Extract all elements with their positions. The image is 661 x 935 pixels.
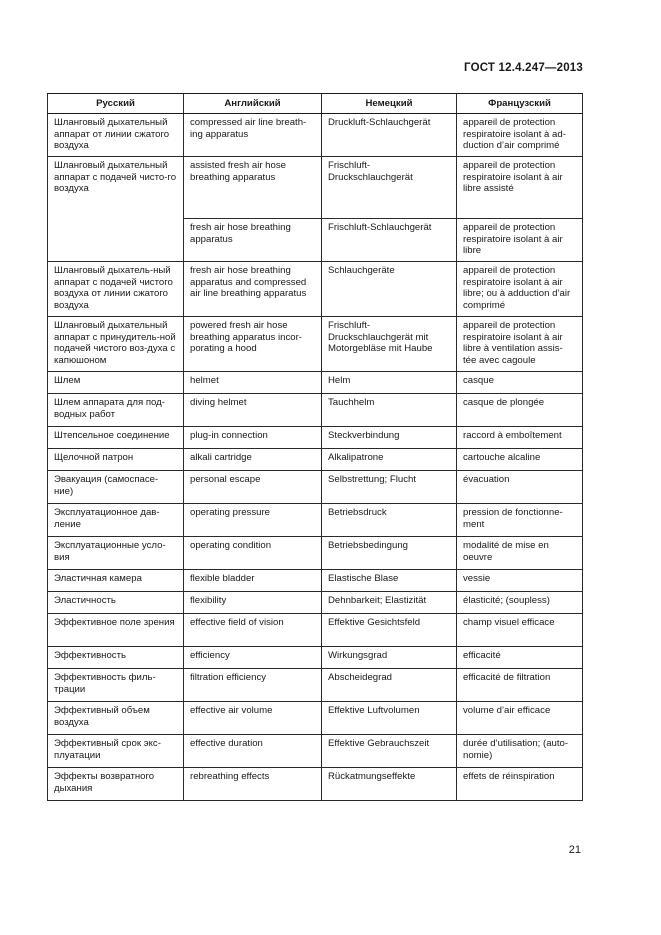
cell-russian: Шланговый дыхатель-ный аппарат с подачей чистого воздуха от линии сжатого воздуха bbox=[48, 262, 184, 317]
cell-french: appareil de protection respiratoire isolant à ad-duction d’air comprimé bbox=[457, 114, 583, 157]
table-row bbox=[48, 449, 583, 471]
cell-french: appareil de protection respiratoire isolant à air libre assisté bbox=[457, 157, 583, 219]
table-row bbox=[48, 394, 583, 427]
table-row bbox=[48, 317, 583, 372]
cell-english: powered fresh air hose breathing apparatus incor-porating a hood bbox=[184, 317, 322, 372]
table-row bbox=[48, 537, 583, 570]
cell-english: compressed air line breath-ing apparatus bbox=[184, 114, 322, 157]
cell-russian: Эффективность филь-трации bbox=[48, 669, 184, 702]
cell-russian: Эффективный объем воздуха bbox=[48, 702, 184, 735]
cell-french: appareil de protection respiratoire isolant à air libre à ventilation assis-tée avec cagoule bbox=[457, 317, 583, 372]
cell-german: Selbstrettung; Flucht bbox=[322, 471, 457, 504]
cell-russian: Эффективное поле зрения bbox=[48, 614, 184, 647]
cell-english: effective duration bbox=[184, 735, 322, 768]
cell-german: Betriebsdruck bbox=[322, 504, 457, 537]
cell-russian: Эффективность bbox=[48, 647, 184, 669]
cell-german: Steckverbindung bbox=[322, 427, 457, 449]
cell-english: operating condition bbox=[184, 537, 322, 570]
cell-english: effective field of vision bbox=[184, 614, 322, 647]
cell-russian: Эластичная камера bbox=[48, 570, 184, 592]
cell-german: Effektive Gesichtsfeld bbox=[322, 614, 457, 647]
cell-german: Druckluft-Schlauchgerät bbox=[322, 114, 457, 157]
column-header-french: Французский bbox=[457, 94, 583, 114]
cell-german: Frischluft-Schlauchgerät bbox=[322, 219, 457, 262]
cell-german: Betriebsbedingung bbox=[322, 537, 457, 570]
cell-russian: Шланговый дыхательный аппарат с подачей чисто-го воздуха bbox=[48, 157, 184, 262]
cell-german: Wirkungsgrad bbox=[322, 647, 457, 669]
cell-russian: Эластичность bbox=[48, 592, 184, 614]
table-row bbox=[48, 427, 583, 449]
cell-english: personal escape bbox=[184, 471, 322, 504]
cell-french: volume d’air efficace bbox=[457, 702, 583, 735]
cell-french: durée d’utilisation; (auto-nomie) bbox=[457, 735, 583, 768]
cell-french: raccord à emboîtement bbox=[457, 427, 583, 449]
cell-english: diving helmet bbox=[184, 394, 322, 427]
cell-russian: Шлем аппарата для под-водных работ bbox=[48, 394, 184, 427]
table-row bbox=[48, 471, 583, 504]
cell-english: assisted fresh air hose breathing apparatus bbox=[184, 157, 322, 219]
document-code: ГОСТ 12.4.247—2013 bbox=[464, 62, 583, 74]
cell-french: effets de réinspiration bbox=[457, 768, 583, 801]
cell-english: rebreathing effects bbox=[184, 768, 322, 801]
table-row bbox=[48, 592, 583, 614]
cell-german: Helm bbox=[322, 372, 457, 394]
table-row bbox=[48, 614, 583, 647]
cell-french: élasticité; (soupless) bbox=[457, 592, 583, 614]
cell-english: alkali cartridge bbox=[184, 449, 322, 471]
column-header-russian: Русский bbox=[48, 94, 184, 114]
cell-german: Frischluft-Druckschlauchgerät mit Motorgebläse mit Haube bbox=[322, 317, 457, 372]
cell-russian: Эксплуатационное дав-ление bbox=[48, 504, 184, 537]
table-row bbox=[48, 570, 583, 592]
table-row bbox=[48, 768, 583, 801]
cell-russian: Шланговый дыхательный аппарат от линии сжатого воздуха bbox=[48, 114, 184, 157]
cell-french: pression de fonctionne-ment bbox=[457, 504, 583, 537]
cell-russian: Эвакуация (самоспасе-ние) bbox=[48, 471, 184, 504]
cell-english: plug-in connection bbox=[184, 427, 322, 449]
cell-german: Effektive Luftvolumen bbox=[322, 702, 457, 735]
cell-french: appareil de protection respiratoire isolant à air libre bbox=[457, 219, 583, 262]
cell-english: flexible bladder bbox=[184, 570, 322, 592]
cell-russian: Эффекты возвратного дыхания bbox=[48, 768, 184, 801]
table-row bbox=[48, 702, 583, 735]
cell-russian: Эксплуатационные усло-вия bbox=[48, 537, 184, 570]
column-header-english: Английский bbox=[184, 94, 322, 114]
cell-german: Elastische Blase bbox=[322, 570, 457, 592]
cell-french: vessie bbox=[457, 570, 583, 592]
cell-english: effective air volume bbox=[184, 702, 322, 735]
terminology-table bbox=[47, 93, 583, 801]
cell-french: efficacité bbox=[457, 647, 583, 669]
table-row bbox=[48, 504, 583, 537]
cell-german: Frischluft-Druckschlauchgerät bbox=[322, 157, 457, 219]
cell-english: helmet bbox=[184, 372, 322, 394]
cell-german: Rückatmungseffekte bbox=[322, 768, 457, 801]
table-row bbox=[48, 372, 583, 394]
cell-english: flexibility bbox=[184, 592, 322, 614]
cell-german: Alkalipatrone bbox=[322, 449, 457, 471]
cell-russian: Щелочной патрон bbox=[48, 449, 184, 471]
cell-german: Tauchhelm bbox=[322, 394, 457, 427]
cell-german: Schlauchgeräte bbox=[322, 262, 457, 317]
cell-french: casque bbox=[457, 372, 583, 394]
cell-french: évacuation bbox=[457, 471, 583, 504]
cell-english: filtration efficiency bbox=[184, 669, 322, 702]
table-row bbox=[48, 262, 583, 317]
cell-english: fresh air hose breathing apparatus bbox=[184, 219, 322, 262]
cell-french: casque de plongée bbox=[457, 394, 583, 427]
cell-english: efficiency bbox=[184, 647, 322, 669]
cell-french: champ visuel efficace bbox=[457, 614, 583, 647]
table-header-row bbox=[48, 94, 583, 114]
cell-french: appareil de protection respiratoire isolant à air libre; ou à adduction d’air comprimé bbox=[457, 262, 583, 317]
page-number: 21 bbox=[568, 844, 581, 856]
cell-russian: Шлем bbox=[48, 372, 184, 394]
table-row bbox=[48, 114, 583, 157]
column-header-german: Немецкий bbox=[322, 94, 457, 114]
cell-french: modalité de mise en oeuvre bbox=[457, 537, 583, 570]
cell-english: operating pressure bbox=[184, 504, 322, 537]
cell-russian: Штепсельное соединение bbox=[48, 427, 184, 449]
cell-russian: Эффективный срок экс-плуатации bbox=[48, 735, 184, 768]
cell-russian: Шланговый дыхательный аппарат с принудитель-ной подачей чистого воз-духа с капюшоном bbox=[48, 317, 184, 372]
table-row bbox=[48, 647, 583, 669]
cell-german: Abscheidegrad bbox=[322, 669, 457, 702]
cell-german: Effektive Gebrauchszeit bbox=[322, 735, 457, 768]
table-row bbox=[48, 735, 583, 768]
table-row bbox=[48, 669, 583, 702]
cell-english: fresh air hose breathing apparatus and compressed air line breathing apparatus bbox=[184, 262, 322, 317]
cell-german: Dehnbarkeit; Elastizität bbox=[322, 592, 457, 614]
cell-french: cartouche alcaline bbox=[457, 449, 583, 471]
cell-french: efficacité de filtration bbox=[457, 669, 583, 702]
table-row bbox=[48, 157, 583, 219]
